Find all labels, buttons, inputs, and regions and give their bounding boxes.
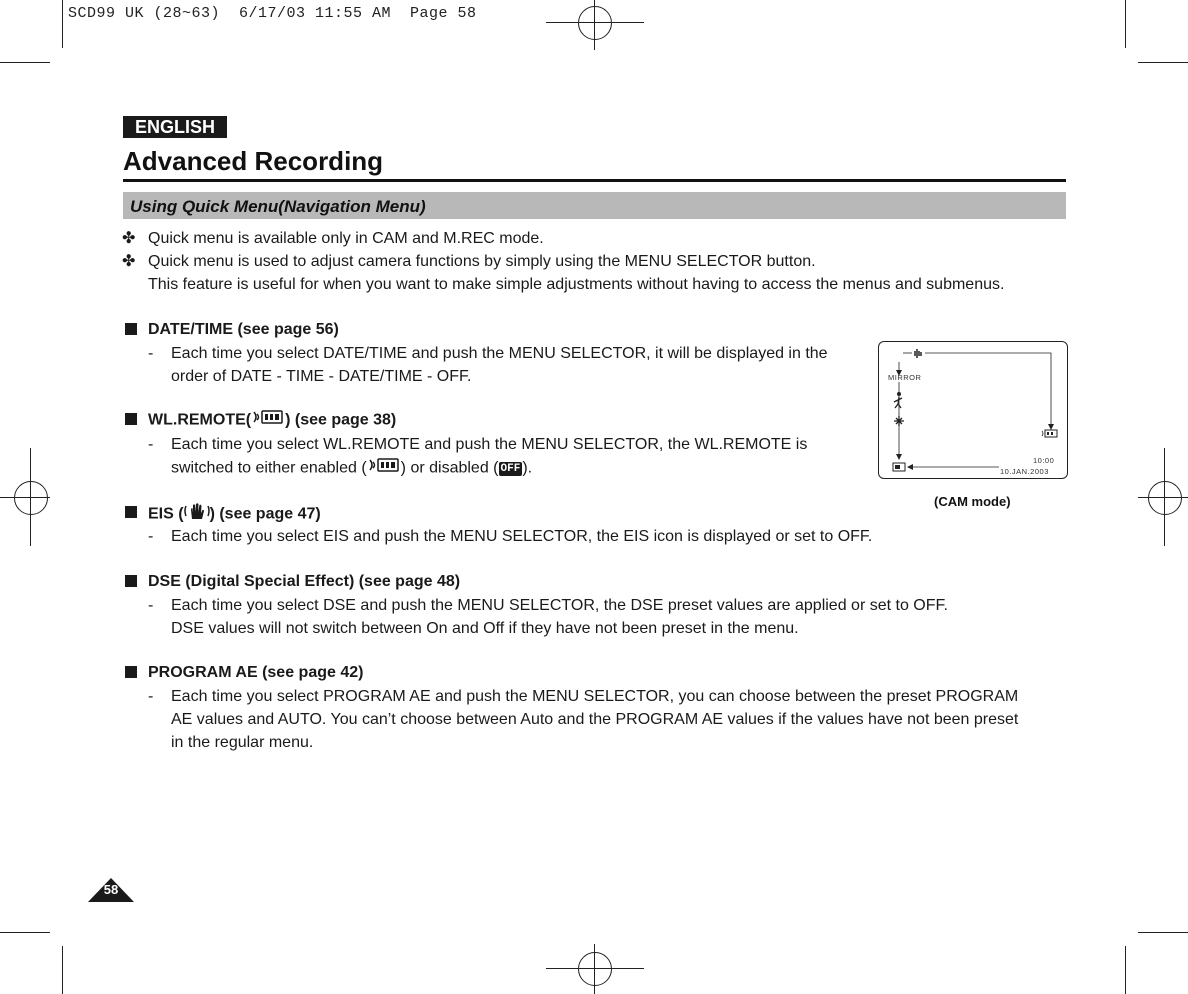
wl-remote-heading-pre: WL.REMOTE( bbox=[148, 411, 252, 429]
section-title: Using Quick Menu(Navigation Menu) bbox=[130, 197, 426, 216]
intro-line-1: Quick menu is available only in CAM and M.REC mode. bbox=[148, 230, 544, 247]
dse-line-1: Each time you select DSE and push the MENU SELECTOR, the DSE preset values are applied or set to OFF. bbox=[171, 597, 948, 614]
print-header: SCD99 UK (28~63) 6/17/03 11:55 AM Page 58 bbox=[68, 5, 477, 22]
date-time-line-2: order of DATE - TIME - DATE/TIME - OFF. bbox=[171, 368, 472, 385]
square-bullet-icon bbox=[125, 666, 137, 678]
wl-remote-heading bbox=[148, 408, 396, 433]
title-rule bbox=[123, 179, 1066, 182]
eis-heading-post: ) (see page 47) bbox=[209, 505, 321, 523]
screen-date: 10.JAN.2003 bbox=[1000, 467, 1049, 476]
program-ae-heading: PROGRAM AE (see page 42) bbox=[148, 664, 364, 681]
square-bullet-icon bbox=[125, 506, 137, 518]
bullet-icon: ✤ bbox=[122, 230, 136, 247]
screen-time: 10:00 bbox=[1033, 456, 1055, 465]
bullet-icon: ✤ bbox=[122, 253, 136, 270]
eis-line-1: Each time you select EIS and push the MENU SELECTOR, the EIS icon is displayed or set to OFF. bbox=[171, 528, 873, 545]
dse-line-2: DSE values will not switch between On and Off if they have not been preset in the menu. bbox=[171, 620, 799, 637]
program-ae-line-1: Each time you select PROGRAM AE and push the MENU SELECTOR, you can choose between the preset PROGRAM bbox=[171, 688, 1019, 705]
eis-hand-icon bbox=[184, 501, 210, 528]
date-time-line-1: Each time you select DATE/TIME and push the MENU SELECTOR, it will be displayed in the bbox=[171, 345, 828, 362]
eis-heading bbox=[148, 501, 321, 528]
square-bullet-icon bbox=[125, 413, 137, 425]
square-bullet-icon bbox=[125, 323, 137, 335]
page-number: 58 bbox=[103, 882, 119, 897]
dash: - bbox=[148, 436, 154, 453]
date-time-heading: DATE/TIME (see page 56) bbox=[148, 321, 339, 338]
eis-heading-pre: EIS ( bbox=[148, 505, 184, 523]
mirror-label: MIRROR bbox=[888, 373, 922, 382]
dash: - bbox=[148, 597, 154, 614]
screen-caption: (CAM mode) bbox=[934, 494, 1011, 509]
remote-signal-icon bbox=[251, 408, 285, 433]
wl-remote-line-2-pre: switched to either enabled ( bbox=[171, 459, 367, 477]
remote-enabled-icon bbox=[367, 456, 401, 481]
viewfinder-screen bbox=[878, 341, 1068, 479]
dash: - bbox=[148, 688, 154, 705]
wl-remote-line-2 bbox=[171, 456, 532, 481]
page-title: Advanced Recording bbox=[123, 146, 384, 176]
program-ae-line-3: in the regular menu. bbox=[171, 734, 314, 751]
dse-heading: DSE (Digital Special Effect) (see page 48) bbox=[148, 573, 461, 590]
wl-remote-line-2-mid: ) or disabled ( bbox=[400, 459, 499, 477]
dash: - bbox=[148, 528, 154, 545]
intro-line-2: Quick menu is used to adjust camera functions by simply using the MENU SELECTOR button. bbox=[148, 253, 816, 270]
square-bullet-icon bbox=[125, 575, 137, 587]
program-ae-line-2: AE values and AUTO. You can’t choose between Auto and the PROGRAM AE values if the values have not been preset bbox=[171, 711, 1019, 728]
wl-remote-line-1: Each time you select WL.REMOTE and push the MENU SELECTOR, the WL.REMOTE is bbox=[171, 436, 808, 453]
language-badge: ENGLISH bbox=[123, 116, 227, 138]
intro-line-3: This feature is useful for when you want to make simple adjustments without having to access the menus and submenus. bbox=[148, 276, 1005, 293]
wl-remote-line-2-post: ). bbox=[522, 459, 533, 477]
wl-remote-heading-post: ) (see page 38) bbox=[285, 411, 397, 429]
remote-off-badge: OFF bbox=[500, 462, 521, 475]
dash: - bbox=[148, 345, 154, 362]
